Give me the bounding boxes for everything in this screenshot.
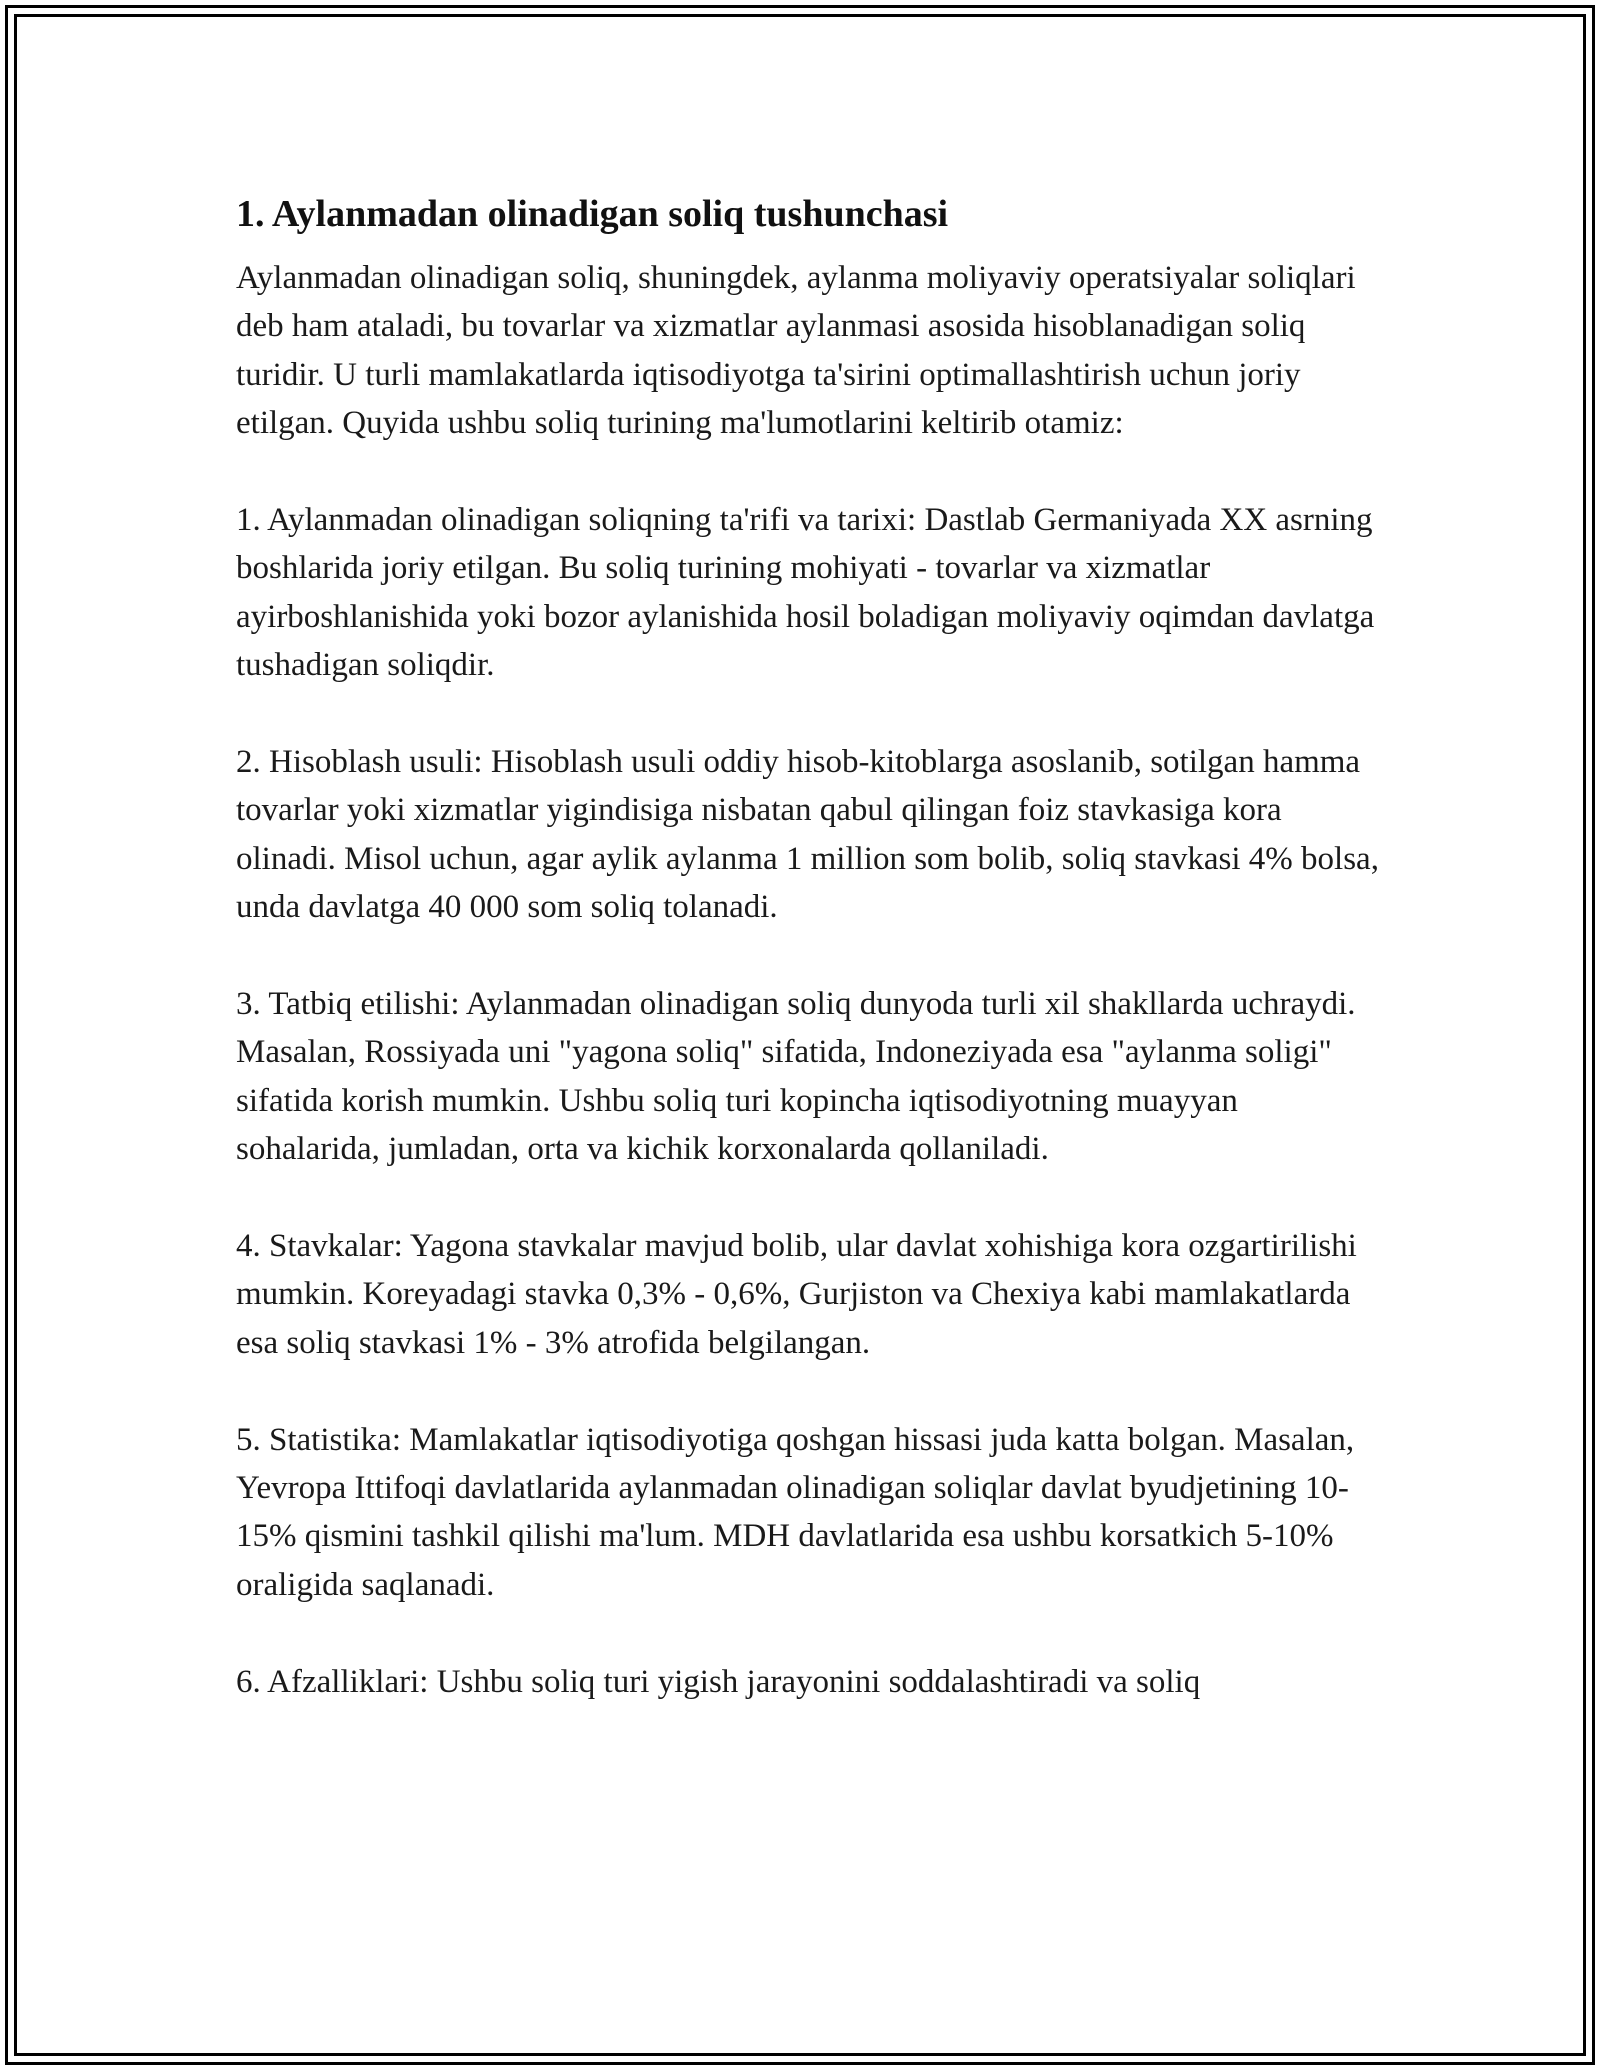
- paragraph-calculation-method: 2. Hisoblash usuli: Hisoblash usuli oddiy hisob-kitoblarga asoslanib, sotilgan hamma tovarlar yoki xizmatlar yigindisiga nisbatan qabul qilingan foiz stavkasiga kora olinadi. Misol uchun, agar aylik aylanma 1 million som bolib, soliq stavkasi 4% bolsa, unda davlatga 40 000 som soliq tolanadi.: [236, 744, 1379, 926]
- intro-paragraph: Aylanmadan olinadigan soliq, shuningdek, aylanma moliyaviy operatsiyalar soliqlari deb ham ataladi, bu tovarlar va xizmatlar aylanmasi asosida hisoblanadigan soliq turidir. U turli mamlakatlarda iqtisodiyotga ta'sirini optimallashtirish uchun joriy etilgan. Quyida ushbu soliq turining ma'lumotlarini keltirib otamiz:: [236, 260, 1356, 442]
- document-body: [236, 186, 1386, 1706]
- paragraph-rates: 4. Stavkalar: Yagona stavkalar mavjud bolib, ular davlat xohishiga kora ozgartirilishi mumkin. Koreyadagi stavka 0,3% - 0,6%, Gurjiston va Chexiya kabi mamlakatlarda esa soliq stavkasi 1% - 3% atrofida belgilangan.: [236, 1228, 1357, 1361]
- paragraph-statistics: 5. Statistika: Mamlakatlar iqtisodiyotiga qoshgan hissasi juda katta bolgan. Masalan, Yevropa Ittifoqi davlatlarida aylanmadan olinadigan soliqlar davlat byudjetining 10-15% qismini tashkil qilishi ma'lum. MDH davlatlarida esa ushbu korsatkich 5-10% oraligida saqlanadi.: [236, 1421, 1355, 1603]
- paragraph-application: 3. Tatbiq etilishi: Aylanmadan olinadigan soliq dunyoda turli xil shakllarda uchraydi. Masalan, Rossiyada uni "yagona soliq" sifatida, Indoneziyada esa "aylanma soligi" sifatida korish mumkin. Ushbu soliq turi kopincha iqtisodiyotning muayyan sohalarida, jumladan, orta va kichik korxonalarda qollaniladi.: [236, 986, 1356, 1168]
- paragraph-definition-history: 1. Aylanmadan olinadigan soliqning ta'rifi va tarixi: Dastlab Germaniyada XX asrning boshlarida joriy etilgan. Bu soliq turining mohiyati - tovarlar va xizmatlar ayirboshlanishida yoki bozor aylanishida hosil boladigan moliyaviy oqimdan davlatga tushadigan soliqdir.: [236, 502, 1375, 684]
- document-heading: 1. Aylanmadan olinadigan soliq tushunchasi: [236, 193, 949, 235]
- paragraph-advantages: 6. Afzalliklari: Ushbu soliq turi yigish jarayonini soddalashtiradi va soliq: [236, 1663, 1201, 1700]
